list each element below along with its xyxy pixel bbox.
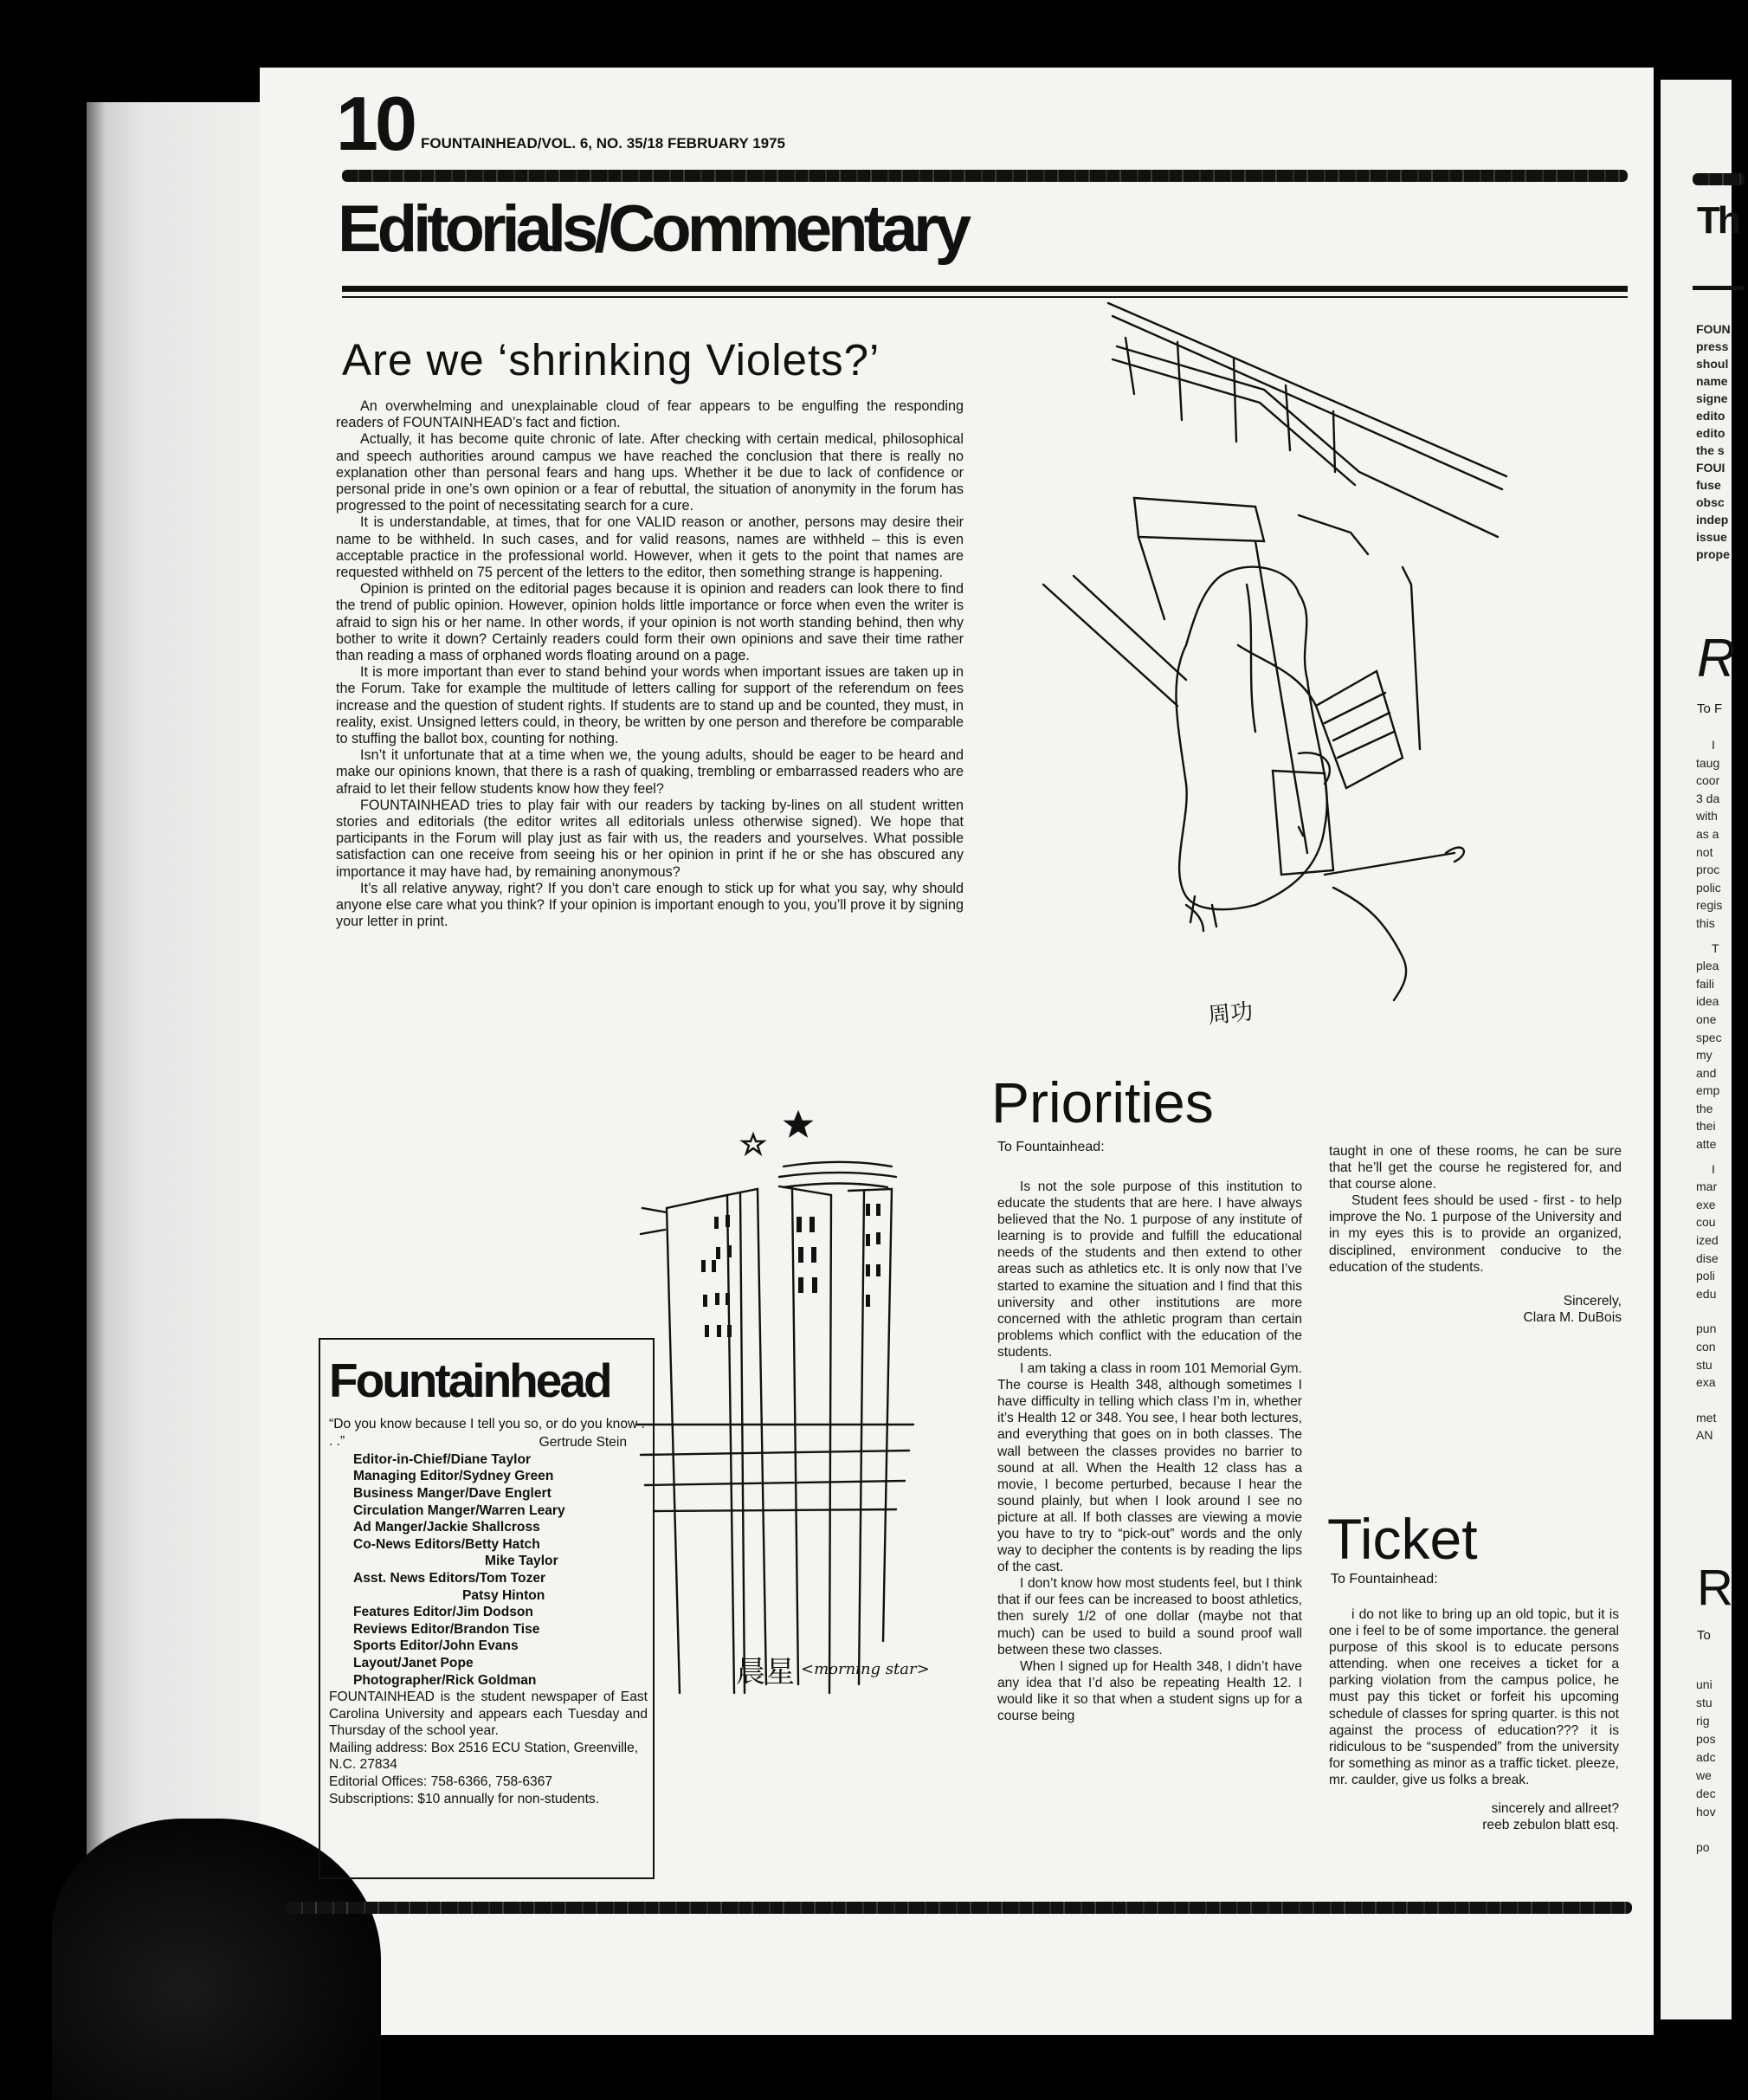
adjacent-rule bbox=[1693, 286, 1745, 290]
editorial-paragraph: Opinion is printed on the editorial pages because it is opinion and readers can look there to find the trend of public opinion. However, opinion holds little importance or force when even the writer is afraid to sign his or her name. In other words, if your opinion is not worth standing behind, then why bother to write it down? Certainly readers could form their own opinions and save their time rather than reading a mass of orphaned words floating around on a page. bbox=[336, 581, 964, 664]
morning-star-chinese: 晨星 bbox=[736, 1655, 795, 1690]
adjacent-fragment: emp bbox=[1696, 1083, 1720, 1098]
adjacent-fragment: I bbox=[1712, 1161, 1715, 1176]
ticket-headline: Ticket bbox=[1327, 1507, 1478, 1571]
adjacent-fragment: and bbox=[1696, 1065, 1717, 1080]
editorial-paragraph: FOUNTAINHEAD tries to play fair with our readers by tacking by-lines on all student written stories and editorials (the editor writes all editorials unless otherwise signed). We hope that participants in the Forum will play just as fair with us, the readers and yourselves. What possible satisfaction can one receive from seeing his or her opinion in print if he or she has obscured any importance it may have had, by remaining anonymous? bbox=[336, 797, 964, 880]
ticket-paragraph: i do not like to bring up an old topic, but it is one i feel to be of some importance. the general purpose of this skool is to educate persons attending. when one receives a ticket for a parking violation from the campus police, he must pay this ticket or forfeit his upcoming schedule of classes for spring quarter. is this not against the process of education??? it is ridiculous to be “suspended” from the university for something as minor as a traffic ticket. pleeze, mr. caulder, give us folks a break. bbox=[1329, 1607, 1619, 1787]
adjacent-salutation-2: To F bbox=[1697, 701, 1723, 716]
masthead-mailing: Mailing address: Box 2516 ECU Station, Greenville, N.C. 27834 bbox=[329, 1740, 639, 1773]
ticket-signature: reeb zebulon blatt esq. bbox=[1482, 1818, 1619, 1833]
adjacent-fragment: shoul bbox=[1696, 357, 1729, 371]
adjacent-fragment: issue bbox=[1696, 530, 1727, 544]
staff-line: Mike Taylor bbox=[485, 1554, 558, 1569]
staff-line: Asst. News Editors/Tom Tozer bbox=[353, 1570, 546, 1586]
section-rule-thin bbox=[342, 296, 1628, 298]
adjacent-fragment-block-2 bbox=[1696, 736, 1748, 1444]
adjacent-fragment: edito bbox=[1696, 426, 1725, 440]
adjacent-fragment: coor bbox=[1696, 773, 1720, 788]
priorities-paragraph: I don’t know how most students feel, but I think that if our fees can be increased to boost athletics, then surely 1/2 of one dollar (maybe not that much) can be used to build a sound proof wall between these two classes. bbox=[997, 1576, 1302, 1657]
adjacent-fragment: T bbox=[1712, 940, 1719, 955]
priorities-column-1 bbox=[997, 1179, 1302, 1724]
page-stack-edge bbox=[87, 102, 273, 1999]
adjacent-fragment: stu bbox=[1696, 1696, 1713, 1709]
priorities-paragraph: When I signed up for Health 348, I didn’t have any idea that I’d also be repeating Health 12. I would like it so that when a student signs up for a course being bbox=[997, 1658, 1302, 1723]
adjacent-fragment: proc bbox=[1696, 863, 1720, 877]
adjacent-fragment: mar bbox=[1696, 1179, 1718, 1194]
adjacent-fragment: polic bbox=[1696, 880, 1721, 895]
priorities-paragraph: Student fees should be used - first - to help improve the No. 1 purpose of the University and in my eyes this is to provide an organized, disciplined, environment conducive to the education of the students. bbox=[1329, 1193, 1622, 1275]
staff-line: Managing Editor/Sydney Green bbox=[353, 1469, 554, 1484]
ticket-closing: sincerely and allreet? bbox=[1491, 1801, 1619, 1817]
adjacent-fragment: with bbox=[1696, 809, 1718, 824]
adjacent-fragment: dec bbox=[1696, 1787, 1716, 1800]
editorial-body bbox=[336, 398, 964, 931]
adjacent-fragment: pun bbox=[1696, 1321, 1717, 1336]
staff-line: Circulation Manger/Warren Leary bbox=[353, 1502, 565, 1518]
masthead-title: Fountainhead bbox=[329, 1354, 610, 1407]
staff-line: Photographer/Rick Goldman bbox=[353, 1672, 537, 1688]
adjacent-fragment: regis bbox=[1696, 898, 1723, 913]
adjacent-fragment: obsc bbox=[1696, 495, 1725, 509]
adjacent-fragment: idea bbox=[1696, 994, 1719, 1009]
adjacent-fragment: edu bbox=[1696, 1286, 1717, 1301]
folio: FOUNTAINHEAD/VOL. 6, NO. 35/18 FEBRUARY 1975 bbox=[421, 135, 786, 152]
adjacent-fragment: exa bbox=[1696, 1375, 1716, 1390]
adjacent-fragment: dise bbox=[1696, 1250, 1719, 1265]
adjacent-fragment: the bbox=[1696, 1101, 1713, 1115]
ticket-salutation: To Fountainhead: bbox=[1331, 1572, 1438, 1586]
adjacent-wavy-rule bbox=[1693, 173, 1745, 185]
adjacent-fragment: FOUI bbox=[1696, 461, 1725, 475]
adjacent-fragment: prope bbox=[1696, 547, 1730, 561]
section-rule-thick bbox=[342, 286, 1628, 292]
priorities-paragraph: taught in one of these rooms, he can be sure that he’ll get the course he registered for, and that course alone. bbox=[1329, 1144, 1622, 1192]
adjacent-fragment: exe bbox=[1696, 1197, 1716, 1212]
priorities-headline: Priorities bbox=[991, 1070, 1214, 1134]
priorities-column-2 bbox=[1329, 1143, 1622, 1326]
masthead-quote: “Do you know because I tell you so, or do you know . . .” bbox=[329, 1417, 645, 1449]
adjacent-fragment: uni bbox=[1696, 1677, 1713, 1691]
morning-star-english: <morning star> bbox=[801, 1660, 930, 1678]
priorities-paragraph: I am taking a class in room 101 Memorial Gym. The course is Health 348, although sometimes I have difficulty in telling which class I’m in, whether it’s Health 12 or 348. You see, I hear both lectures, and everything that goes on in both classes. The wall between the classes provides no barrier to sound at all. When the Health 12 class has a movie, I become perturbed, because I hear the sound plainly, but when I look around I see no picture at all. If both classes are viewing a movie you have to try to “pick-out” words and the only way to decipher the contents is by reading the lips of the cast. bbox=[997, 1361, 1302, 1575]
adjacent-fragment-block bbox=[1696, 320, 1748, 563]
masthead-box bbox=[319, 1338, 655, 1879]
adjacent-fragment: taug bbox=[1696, 755, 1720, 770]
adjacent-fragment: ized bbox=[1696, 1233, 1719, 1248]
staff-line: Reviews Editor/Brandon Tise bbox=[353, 1621, 540, 1637]
adjacent-fragment: adc bbox=[1696, 1750, 1716, 1764]
masthead-quote-author: Gertrude Stein bbox=[539, 1435, 627, 1451]
adjacent-page-content bbox=[1693, 173, 1738, 1992]
adjacent-fragment: con bbox=[1696, 1340, 1716, 1354]
editorial-headline: Are we ‘shrinking Violets?’ bbox=[342, 335, 880, 384]
priorities-signature: Clara M. DuBois bbox=[1523, 1309, 1622, 1325]
adjacent-fragment: plea bbox=[1696, 959, 1719, 973]
page-number: 10 bbox=[336, 81, 414, 166]
masthead-subscriptions: Subscriptions: $10 annually for non-students. bbox=[329, 1791, 600, 1806]
adjacent-heading-3: R bbox=[1697, 1560, 1733, 1616]
adjacent-fragment: signe bbox=[1696, 391, 1728, 405]
adjacent-fragment: po bbox=[1696, 1840, 1710, 1854]
adjacent-fragment: not bbox=[1696, 844, 1713, 859]
morning-star-drawing bbox=[632, 1087, 926, 1710]
adjacent-fragment: one bbox=[1696, 1011, 1717, 1026]
staff-line: Co-News Editors/Betty Hatch bbox=[353, 1536, 540, 1552]
adjacent-fragment: stu bbox=[1696, 1357, 1713, 1372]
adjacent-fragment: cou bbox=[1696, 1215, 1716, 1230]
adjacent-fragment: rig bbox=[1696, 1714, 1710, 1728]
section-title: Editorials/Commentary bbox=[338, 192, 967, 266]
editorial-paragraph: Isn’t it unfortunate that at a time when we, the young adults, should be eager to be heard and make our opinions known, that there is a rash of quaking, trembling or embarrassed readers who are afraid to let their fellow students know how they feel? bbox=[336, 747, 964, 797]
ticket-body bbox=[1329, 1606, 1619, 1833]
editorial-paragraph: An overwhelming and unexplainable cloud of fear appears to be engulfing the responding readers of FOUNTAINHEAD’s fact and fiction. bbox=[336, 398, 964, 431]
stair-signature: 周功 bbox=[1206, 998, 1255, 1030]
adjacent-fragment: atte bbox=[1696, 1137, 1717, 1152]
staff-line: Editor-in-Chief/Diane Taylor bbox=[353, 1451, 532, 1467]
adjacent-fragment: poli bbox=[1696, 1269, 1715, 1283]
staff-line: Ad Manger/Jackie Shallcross bbox=[353, 1520, 540, 1535]
staff-line: Patsy Hinton bbox=[462, 1587, 545, 1603]
masthead-staff-list bbox=[329, 1451, 648, 1689]
editorial-paragraph: Actually, it has become quite chronic of late. After checking with certain medical, philosophical and speech authorities around campus we have reached the conclusion that there is really no explanation other than personal fears and hang ups. Whether it be due to lack of confidence or personal pride in one’s own opinion or a fear of rebuttal, the situation of anonymity in the forum has progressed to the point of necessitating search for a cure. bbox=[336, 431, 964, 514]
adjacent-fragment: my bbox=[1696, 1048, 1713, 1063]
masthead-offices: Editorial Offices: 758-6366, 758-6367 bbox=[329, 1774, 553, 1790]
adjacent-heading: Th bbox=[1697, 199, 1738, 242]
adjacent-fragment: I bbox=[1712, 738, 1715, 752]
adjacent-salutation-3: To bbox=[1697, 1628, 1711, 1643]
editorial-paragraph: It is understandable, at times, that for one VALID reason or another, persons may desire their name to be withheld. In such cases, and for valid reasons, names are withheld – this is even acceptable practice in the professional world. However, when it gets to the point that names are requested withheld on 75 percent of the letters to the editor, then something strange is happening. bbox=[336, 514, 964, 581]
adjacent-fragment: name bbox=[1696, 374, 1728, 388]
adjacent-fragment: spec bbox=[1696, 1030, 1722, 1044]
adjacent-fragment: fuse bbox=[1696, 478, 1721, 492]
staff-line: Features Editor/Jim Dodson bbox=[353, 1605, 533, 1620]
adjacent-fragment: thei bbox=[1696, 1119, 1716, 1134]
footer-wavy-rule bbox=[286, 1902, 1632, 1914]
adjacent-fragment: as a bbox=[1696, 826, 1719, 841]
header-wavy-rule bbox=[342, 170, 1628, 182]
staff-line: Layout/Janet Pope bbox=[353, 1655, 474, 1670]
adjacent-fragment-block-3 bbox=[1696, 1676, 1748, 1857]
adjacent-heading-2: R bbox=[1697, 629, 1736, 688]
adjacent-fragment: faili bbox=[1696, 976, 1715, 991]
adjacent-fragment: press bbox=[1696, 339, 1729, 353]
adjacent-fragment: edito bbox=[1696, 409, 1725, 423]
priorities-salutation: To Fountainhead: bbox=[997, 1140, 1105, 1154]
adjacent-fragment: hov bbox=[1696, 1805, 1716, 1819]
editorial-paragraph: It is more important than ever to stand behind your words when important issues are taken up in the Forum. Take for example the multitude of letters calling for support of the referendum on fees increase and the question of student rights. If students are to stand up and be counted, they must, in reality, exist. Unsigned letters could, in theory, be written by one person and therefore be comparable to stuffing the ballot box, counting for nothing. bbox=[336, 664, 964, 747]
adjacent-fragment: AN bbox=[1696, 1428, 1713, 1443]
staff-line: Sports Editor/John Evans bbox=[353, 1638, 519, 1654]
priorities-paragraph: Is not the sole purpose of this institution to educate the students that are here. I have always believed that the No. 1 purpose of any institute of learning is to provide and fulfill the educational needs of the students and then extend to other areas such as athletics etc. It is only now that I’ve started to examine the situation and I find that this university and other institutions are more concerned with the athletic program than certain problems which conflict with the education of the students. bbox=[997, 1179, 1302, 1360]
staircase-drawing bbox=[1039, 299, 1524, 1018]
adjacent-fragment: we bbox=[1696, 1768, 1712, 1782]
priorities-closing: Sincerely, bbox=[1563, 1293, 1622, 1308]
masthead-about: FOUNTAINHEAD is the student newspaper of East Carolina University and appears each Tuesday and Thursday of the school year. bbox=[329, 1690, 648, 1739]
adjacent-fragment: pos bbox=[1696, 1732, 1716, 1746]
adjacent-fragment: 3 da bbox=[1696, 791, 1720, 805]
editorial-paragraph: It’s all relative anyway, right? If you don’t care enough to stick up for what you say, why should anyone else care what you think? If your opinion is important enough to you, you’ll prove it by signing your letter in print. bbox=[336, 880, 964, 930]
adjacent-fragment: met bbox=[1696, 1410, 1717, 1425]
adjacent-fragment: indep bbox=[1696, 513, 1729, 527]
staff-line: Business Manger/Dave Englert bbox=[353, 1485, 551, 1501]
adjacent-fragment: the s bbox=[1696, 443, 1725, 457]
adjacent-fragment: this bbox=[1696, 915, 1715, 930]
adjacent-fragment: FOUN bbox=[1696, 322, 1731, 336]
